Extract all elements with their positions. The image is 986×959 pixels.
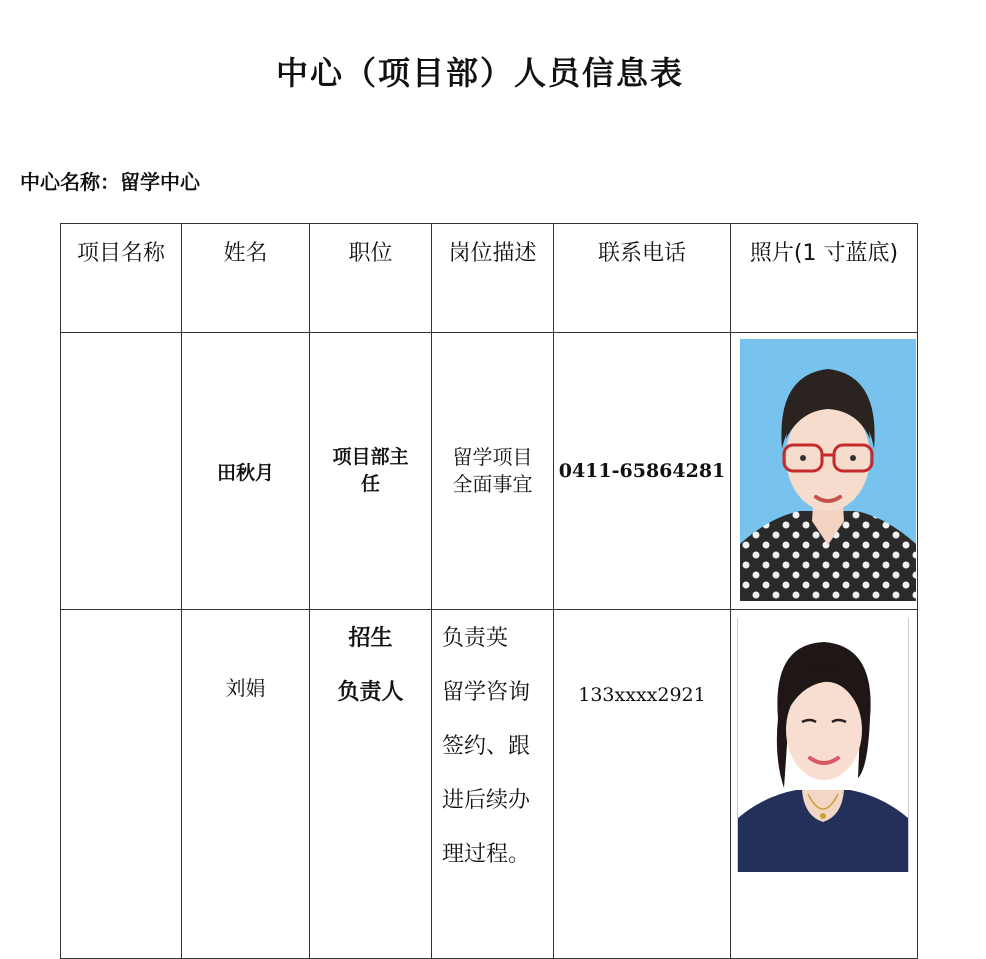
portrait-photo — [737, 618, 909, 872]
header-name: 姓名 — [182, 224, 310, 333]
table-row — [61, 610, 918, 959]
cell-phone: 0411-65864281 — [554, 333, 731, 610]
cell-description — [432, 333, 554, 610]
cell-phone: 133xxxx2921 — [554, 610, 731, 959]
description-line: 理过程。 — [442, 842, 531, 867]
cell-name: 田秋月 — [182, 333, 310, 610]
staff-info-table — [60, 223, 918, 959]
table-row — [61, 333, 918, 610]
description-line: 留学项目 — [452, 445, 533, 469]
position-line: 招生 — [348, 626, 393, 651]
position-line: 项目部主 — [332, 446, 409, 468]
header-position: 职位 — [310, 224, 432, 333]
position-line: 负责人 — [337, 680, 404, 705]
header-job-description: 岗位描述 — [432, 224, 554, 333]
header-phone: 联系电话 — [554, 224, 731, 333]
cell-project — [61, 610, 182, 959]
header-project-name: 项目名称 — [61, 224, 182, 333]
cell-description — [432, 610, 554, 959]
portrait-photo — [740, 339, 916, 601]
cell-name: 刘娟 — [182, 610, 310, 959]
description-line: 进后续办 — [442, 788, 531, 813]
document-title: 中心（项目部）人员信息表 — [275, 54, 684, 92]
cell-photo — [731, 610, 918, 959]
position-line: 任 — [360, 473, 380, 495]
table-header-row — [61, 224, 918, 333]
cell-position — [310, 333, 432, 610]
cell-project — [61, 333, 182, 610]
header-photo: 照片(1 寸蓝底) — [731, 224, 918, 333]
description-line: 留学咨询 — [442, 680, 531, 705]
center-name-label: 中心名称：留学中心 — [20, 170, 200, 194]
description-line: 负责英 — [442, 626, 509, 651]
description-line: 全面事宜 — [452, 472, 533, 496]
description-line: 签约、跟 — [442, 734, 531, 759]
cell-photo — [731, 333, 918, 610]
cell-position — [310, 610, 432, 959]
